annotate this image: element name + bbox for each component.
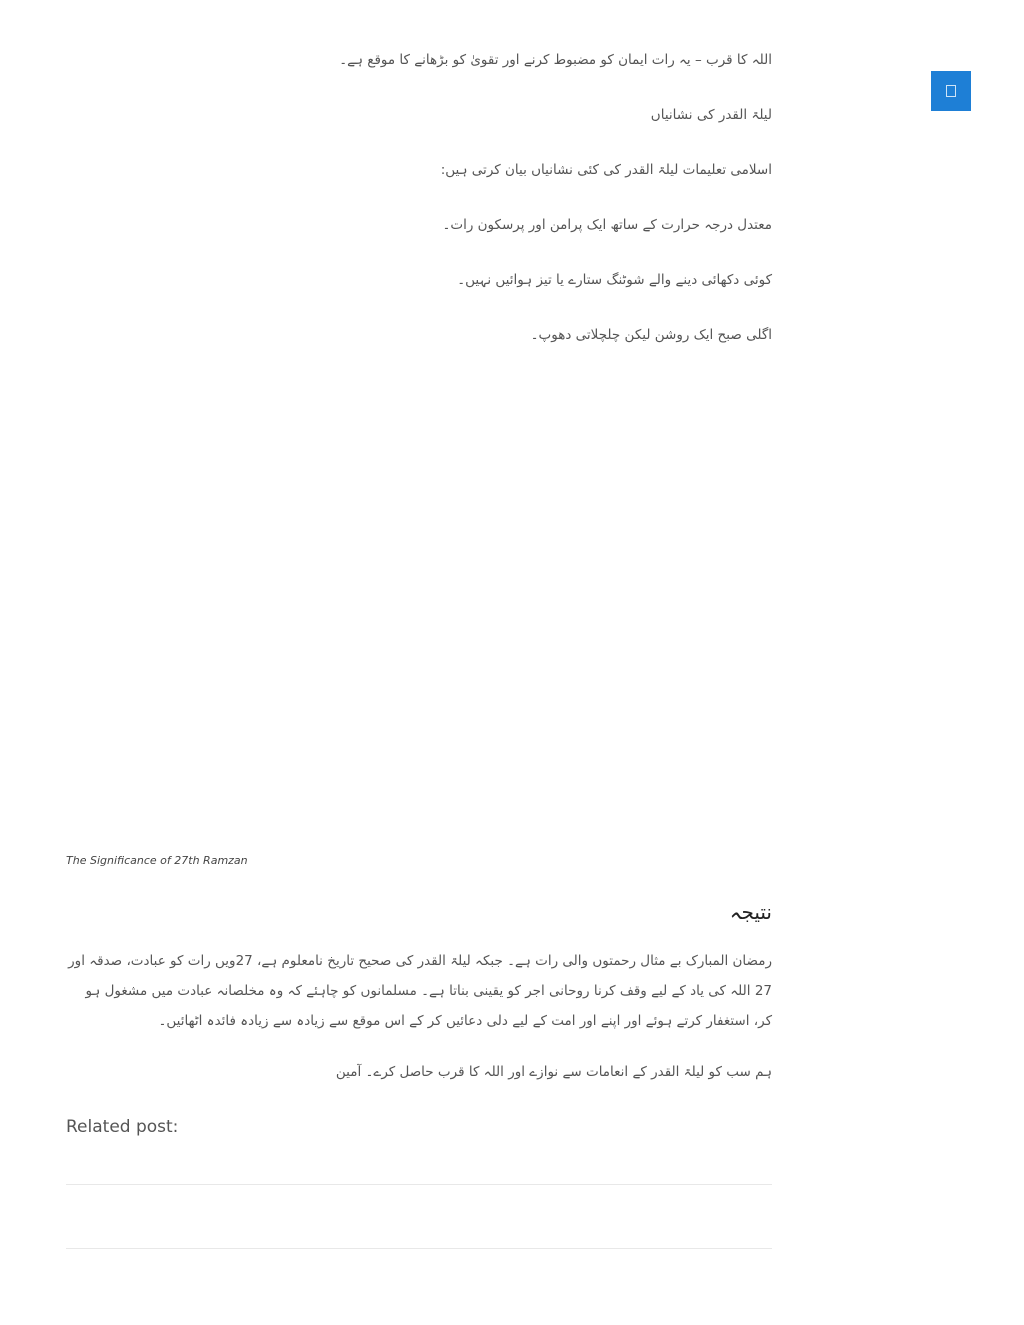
- conclusion-paragraph: رمضان المبارک بے مثال رحمتوں والی رات ہے۔ جبکہ لیلۃ القدر کی صحیح تاریخ نامعلوم ہے، 27ویں رات کو عبادت، صدقہ اور 27 اللہ کی یاد کے لیے وقف کرنا روحانی اجر کو یقینی بناتا ہے۔ مسلمانوں کو چاہئے کہ وہ مخلصانہ عبادت میں مشغول ہو کر، استغفار کرتے ہوئے اور اپنے اور امت کے لیے دلی دعائیں کر کے اس موقع سے زیادہ سے زیادہ فائدہ اٹھائیں۔: [68, 953, 772, 1029]
- scroll-to-top-button[interactable]: [931, 71, 971, 111]
- closing-dua: ہم سب کو لیلۃ القدر کے انعامات سے نوازے اور اللہ کا قرب حاصل کرے۔ آمین: [335, 1064, 772, 1080]
- conclusion-heading: نتیجہ: [729, 900, 772, 924]
- image-caption: The Significance of 27th Ramzan: [66, 854, 248, 867]
- paragraph-closeness-to-allah: اللہ کا قرب – یہ رات ایمان کو مضبوط کرنے اور تقویٰ کو بڑھانے کا موقع ہے۔: [339, 52, 772, 68]
- paragraph-sign-no-shooting-stars: کوئی دکھائی دینے والے شوٹنگ ستارے یا تیز ہوائیں نہیں۔: [457, 272, 772, 288]
- related-post-label: Related post:: [66, 1117, 179, 1137]
- paragraph-sign-peaceful-night: معتدل درجہ حرارت کے ساتھ ایک پرامن اور پرسکون رات۔: [442, 217, 772, 233]
- square-icon: [946, 85, 956, 97]
- paragraph-signs-intro: اسلامی تعلیمات لیلۃ القدر کی کئی نشانیاں بیان کرتی ہیں:: [440, 162, 772, 178]
- section-title-signs: لیلۃ القدر کی نشانیاں: [650, 107, 772, 123]
- paragraph-sign-morning-sun: اگلی صبح ایک روشن لیکن چلچلاتی دھوپ۔: [530, 327, 772, 343]
- divider: [66, 1184, 772, 1185]
- divider: [66, 1248, 772, 1249]
